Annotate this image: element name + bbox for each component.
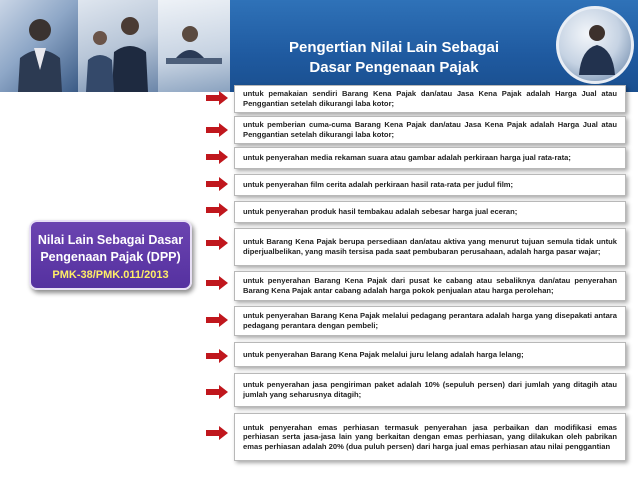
dpp-item-tobacco: untuk penyerahan produk hasil tembakau adalah sebesar harga jual eceran;	[234, 201, 626, 223]
arrow-right-icon	[206, 426, 228, 440]
arrow-right-icon	[206, 123, 228, 137]
dpp-category-box	[29, 220, 192, 290]
dpp-title-line-2: Pengenaan Pajak (DPP)	[40, 250, 181, 264]
arrow-right-icon	[206, 276, 228, 290]
dpp-item-film: untuk penyerahan film cerita adalah perkiraan hasil rata-rata per judul film;	[234, 174, 626, 196]
dpp-item-auction: untuk penyerahan Barang Kena Pajak melalui juru lelang adalah harga lelang;	[234, 342, 626, 367]
dpp-item-inventory: untuk Barang Kena Pajak berupa persediaan dan/atau aktiva yang menurut tujuan semula tidak untuk diperjualbelikan, yang masih tersisa pada saat pembubaran perusahaan, adalah harga pasar wajar;	[234, 228, 626, 266]
page-title	[236, 38, 552, 78]
dpp-item-branch-transfer: untuk penyerahan Barang Kena Pajak dari pusat ke cabang atau sebaliknya dan/atau penyerahan Barang Kena Pajak antar cabang adalah harga pokok penjualan atau harga perolehan;	[234, 271, 626, 301]
dpp-item-own-use: untuk pemakaian sendiri Barang Kena Pajak dan/atau Jasa Kena Pajak adalah Harga Jual atau Penggantian setelah dikurangi laba kotor;	[234, 85, 626, 113]
dpp-item-gold-jewelry: untuk penyerahan emas perhiasan termasuk penyerahan jasa perbaikan dan modifikasi emas perhiasan serta jasa-jasa lain yang berkaitan dengan emas perhiasan, yang dilakukan oleh pabrikan emas perhiasan adalah 20% (dua puluh persen) dari harga jual emas perhiasan atau nilai penggantian	[234, 413, 626, 461]
header-photo-desk	[158, 0, 230, 92]
dpp-title-line-1: Nilai Lain Sebagai Dasar	[37, 233, 184, 247]
regulation-reference: PMK-38/PMK.011/2013	[52, 269, 169, 281]
arrow-right-icon	[206, 150, 228, 164]
header-photo-businessman	[0, 0, 78, 92]
arrow-right-icon	[206, 91, 228, 105]
dpp-item-intermediary: untuk penyerahan Barang Kena Pajak melalui pedagang perantara adalah harga yang disepakati antara pedagang perantara dengan pembeli;	[234, 306, 626, 336]
header-photo-meeting	[78, 0, 158, 92]
arrow-right-icon	[206, 203, 228, 217]
title-line-1: Pengertian Nilai Lain Sebagai	[288, 39, 500, 56]
arrow-right-icon	[206, 385, 228, 399]
arrow-right-icon	[206, 313, 228, 327]
title-line-2: Dasar Pengenaan Pajak	[309, 59, 479, 76]
arrow-right-icon	[206, 236, 228, 250]
dpp-item-parcel: untuk penyerahan jasa pengiriman paket adalah 10% (sepuluh persen) dari jumlah yang ditagih atau jumlah yang seharusnya ditagih;	[234, 373, 626, 407]
header-photo-circle	[556, 6, 634, 84]
arrow-right-icon	[206, 349, 228, 363]
dpp-item-free-gift: untuk pemberian cuma-cuma Barang Kena Pajak dan/atau Jasa Kena Pajak adalah Harga Jual atau Penggantian setelah dikurangi laba kotor;	[234, 116, 626, 144]
dpp-item-recording-media: untuk penyerahan media rekaman suara atau gambar adalah perkiraan harga jual rata-rata;	[234, 147, 626, 169]
arrow-right-icon	[206, 177, 228, 191]
